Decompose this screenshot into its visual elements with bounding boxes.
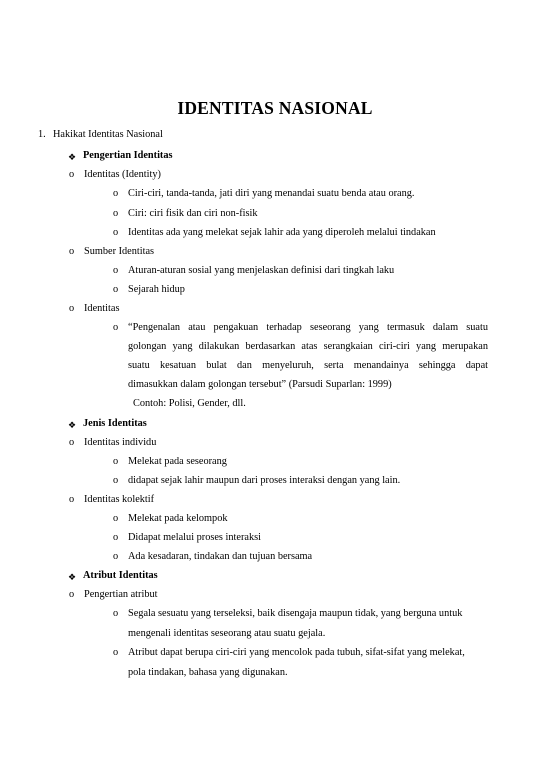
circle-bullet-icon: o bbox=[113, 532, 119, 543]
list-item: Identitas kolektif bbox=[84, 494, 155, 505]
list-number: 1. bbox=[38, 129, 46, 140]
diamond-bullet-icon: ❖ bbox=[68, 420, 77, 430]
list-item: Pengertian atribut bbox=[84, 589, 158, 600]
circle-bullet-icon: o bbox=[113, 208, 119, 219]
circle-bullet-icon: o bbox=[113, 551, 119, 562]
circle-bullet-icon: o bbox=[69, 169, 75, 180]
list-item: Identitas (Identity) bbox=[84, 169, 161, 180]
list-item: Identitas bbox=[84, 303, 120, 314]
circle-bullet-icon: o bbox=[113, 188, 119, 199]
circle-bullet-icon: o bbox=[69, 303, 75, 314]
list-item: Sumber Identitas bbox=[84, 246, 155, 257]
quote-line: “Pengenalan atau pengakuan terhadap seseorang yang termasuk dalam suatu bbox=[128, 322, 488, 333]
subheading-atribut: Atribut Identitas bbox=[83, 570, 158, 581]
list-item-continuation: mengenali identitas seseorang atau suatu gejala. bbox=[128, 628, 326, 639]
circle-bullet-icon: o bbox=[113, 284, 119, 295]
circle-bullet-icon: o bbox=[113, 647, 119, 658]
subheading-pengertian: Pengertian Identitas bbox=[83, 150, 173, 161]
list-item: Aturan-aturan sosial yang menjelaskan definisi dari tingkah laku bbox=[128, 265, 395, 276]
list-item: didapat sejak lahir maupun dari proses interaksi dengan yang lain. bbox=[128, 475, 401, 486]
list-item: Melekat pada seseorang bbox=[128, 456, 227, 467]
list-item: Sejarah hidup bbox=[128, 284, 185, 295]
list-item: Identitas individu bbox=[84, 437, 157, 448]
circle-bullet-icon: o bbox=[113, 265, 119, 276]
list-item: Ciri: ciri fisik dan ciri non-fisik bbox=[128, 208, 258, 219]
circle-bullet-icon: o bbox=[113, 227, 119, 238]
circle-bullet-icon: o bbox=[113, 608, 119, 619]
circle-bullet-icon: o bbox=[69, 246, 75, 257]
quote-line: dimasukkan dalam golongan tersebut” (Parsudi Suparlan: 1999) bbox=[128, 379, 392, 390]
list-item: Atribut dapat berupa ciri-ciri yang mencolok pada tubuh, sifat-sifat yang melekat, bbox=[128, 647, 465, 658]
circle-bullet-icon: o bbox=[69, 589, 75, 600]
circle-bullet-icon: o bbox=[69, 494, 75, 505]
document-title: IDENTITAS NASIONAL bbox=[177, 98, 373, 118]
list-item-continuation: pola tindakan, bahasa yang digunakan. bbox=[128, 667, 288, 678]
example-text: Contoh: Polisi, Gender, dll. bbox=[133, 398, 246, 409]
list-item: Ada kesadaran, tindakan dan tujuan bersama bbox=[128, 551, 313, 562]
diamond-bullet-icon: ❖ bbox=[68, 152, 77, 162]
circle-bullet-icon: o bbox=[69, 437, 75, 448]
circle-bullet-icon: o bbox=[113, 322, 119, 333]
circle-bullet-icon: o bbox=[113, 456, 119, 467]
circle-bullet-icon: o bbox=[113, 513, 119, 524]
list-item: Segala sesuatu yang terseleksi, baik disengaja maupun tidak, yang berguna untuk bbox=[128, 608, 463, 619]
list-item: Identitas ada yang melekat sejak lahir ada yang diperoleh melalui tindakan bbox=[128, 227, 436, 238]
section-heading-hakikat: Hakikat Identitas Nasional bbox=[53, 129, 163, 140]
quote-line: golongan yang dilakukan berdasarkan atas serangkaian ciri-ciri yang merupakan bbox=[128, 341, 488, 352]
list-item: Melekat pada kelompok bbox=[128, 513, 228, 524]
list-item: Ciri-ciri, tanda-tanda, jati diri yang menandai suatu benda atau orang. bbox=[128, 188, 415, 199]
subheading-jenis: Jenis Identitas bbox=[83, 418, 147, 429]
diamond-bullet-icon: ❖ bbox=[68, 572, 77, 582]
circle-bullet-icon: o bbox=[113, 475, 119, 486]
list-item: Didapat melalui proses interaksi bbox=[128, 532, 261, 543]
quote-line: suatu kesatuan bulat dan menyeluruh, serta menandainya sehingga dapat bbox=[128, 360, 488, 371]
